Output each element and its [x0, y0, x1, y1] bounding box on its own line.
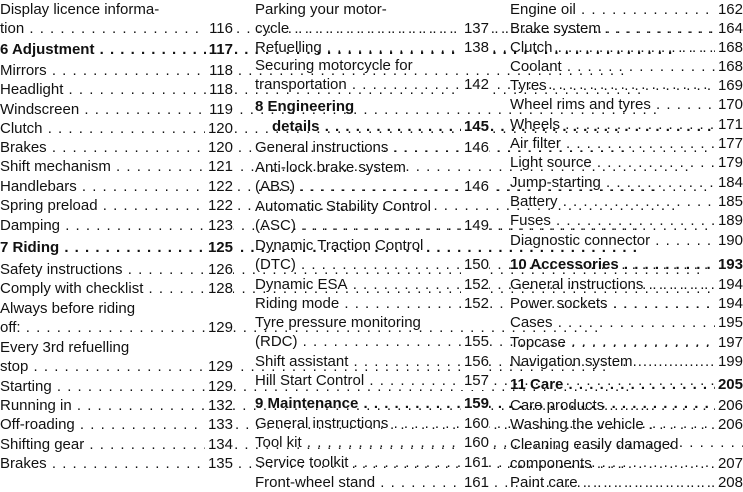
- toc-entry-title: Parking your motor-: [255, 1, 387, 18]
- toc-entry-title: 8 Engineering: [255, 98, 355, 115]
- toc-page-number: 162: [715, 0, 743, 19]
- toc-page-number: 190: [715, 231, 743, 250]
- toc-entry: [255, 414, 489, 433]
- toc-entry-title: Shift assistant . . .: [255, 352, 743, 371]
- toc-entry-title: (DTC) . . .: [255, 255, 743, 274]
- toc-entry-title: cycle . . .: [255, 19, 743, 38]
- toc-page-number: 194: [715, 294, 743, 313]
- toc-entry-title: components . . .: [510, 454, 743, 473]
- toc-entry-title: (ASC) . . .: [255, 216, 743, 235]
- toc-section-entry: [255, 394, 489, 413]
- toc-entry-title: off: . . .: [0, 318, 599, 337]
- toc-entry: [510, 153, 743, 172]
- toc-entry-title: Tyres . . .: [510, 76, 743, 95]
- toc-entry: [255, 177, 489, 196]
- toc-entry-title: Mirrors . . .: [0, 61, 625, 80]
- toc-entry: [0, 318, 233, 337]
- toc-page-number: 146: [461, 138, 489, 157]
- toc-entry: [255, 0, 489, 19]
- toc-page-number: 207: [715, 454, 743, 473]
- toc-entry-title: 10 Accessories . . .: [510, 255, 743, 274]
- toc-entry-title: Tool kit . . .: [255, 433, 743, 452]
- toc-entry-title: Diagnostic connector . . .: [510, 231, 743, 250]
- toc-entry-title: Coolant . . .: [510, 57, 743, 76]
- toc-entry-title: transportation . . .: [255, 75, 743, 94]
- toc-entry-title: Always before riding: [0, 300, 136, 317]
- toc-entry-title: Battery . . .: [510, 192, 743, 211]
- toc-entry: [255, 19, 489, 38]
- toc-entry: [510, 454, 743, 473]
- toc-entry: [510, 19, 743, 38]
- toc-entry: [0, 100, 233, 119]
- toc-section-entry: [0, 238, 233, 257]
- toc-entry: [0, 138, 233, 157]
- toc-entry: [510, 313, 743, 332]
- toc-page-number: 170: [715, 95, 743, 114]
- toc-page-number: 160: [461, 414, 489, 433]
- toc-page-number: 118: [206, 61, 233, 80]
- toc-page-number: 171: [715, 115, 743, 134]
- toc-entry: [0, 0, 233, 19]
- toc-entry-title: Brakes . . .: [0, 138, 625, 157]
- toc-page-number: 135: [205, 454, 233, 473]
- toc-entry-title: Navigation system . . .: [510, 352, 743, 371]
- toc-entry: [255, 453, 489, 472]
- toc-entry: [510, 76, 743, 95]
- toc-page-number: 145: [461, 117, 489, 136]
- toc-entry: [255, 236, 489, 255]
- toc-page-number: 208: [715, 473, 743, 492]
- toc-entry-title: Securing motorcycle for: [255, 57, 413, 74]
- toc-page-number: 206: [715, 396, 743, 415]
- toc-entry-title: Care products . . .: [510, 396, 743, 415]
- toc-entry: [510, 294, 743, 313]
- toc-entry-title: tion . . .: [0, 19, 603, 38]
- toc-entry-title: Starting . . .: [0, 377, 630, 396]
- toc-page-number: 142: [461, 75, 489, 94]
- toc-page-number: 128: [205, 279, 233, 298]
- toc-entry-title: Brakes . . .: [0, 454, 625, 473]
- toc-page-number: 189: [715, 211, 743, 230]
- toc-entry: [0, 338, 233, 357]
- toc-page-number: 116: [206, 19, 233, 38]
- toc-entry: [255, 313, 489, 332]
- toc-page-number: 120: [205, 138, 233, 157]
- toc-page-number: 156: [461, 352, 489, 371]
- toc-entry-title: Topcase . . .: [510, 333, 743, 352]
- toc-entry-title: Service toolkit . . .: [255, 453, 743, 472]
- toc-section-entry: [0, 40, 233, 59]
- toc-entry-title: Clutch . . .: [0, 119, 621, 138]
- toc-entry: [255, 75, 489, 94]
- toc-entry-title: Comply with checklist . . .: [0, 279, 722, 298]
- toc-entry-title: Washing the vehicle . . .: [510, 415, 743, 434]
- toc-section-entry: [510, 375, 743, 394]
- toc-entry-title: Paint care . . .: [510, 473, 743, 492]
- toc-page-number: 123: [205, 216, 233, 235]
- toc-page-number: 120: [205, 119, 233, 138]
- toc-entry: [510, 415, 743, 434]
- toc-entry: [255, 138, 489, 157]
- toc-page-number: 119: [206, 100, 233, 119]
- toc-entry-title: Engine oil . . .: [510, 0, 743, 19]
- toc-entry: [0, 119, 233, 138]
- toc-page-number: 122: [205, 196, 233, 215]
- toc-entry-title: Riding mode . . .: [255, 294, 743, 313]
- toc-entry-title: 11 Care . . .: [510, 375, 743, 394]
- toc-page-number: 152: [461, 294, 489, 313]
- toc-entry: [510, 115, 743, 134]
- toc-entry-title: 7 Riding . . .: [0, 238, 638, 257]
- toc-entry-title: Dynamic Traction Control: [255, 237, 424, 254]
- toc-entry-title: (RDC) . . .: [255, 332, 743, 351]
- toc-entry-title: Wheel rims and tyres . . .: [510, 95, 743, 114]
- toc-entry: [510, 435, 743, 454]
- toc-page-number: 197: [715, 333, 743, 352]
- toc-entry: [510, 333, 743, 352]
- toc-section-entry: [255, 117, 489, 136]
- toc-entry-title: Display licence informa-: [0, 1, 160, 18]
- toc-entry: [255, 473, 489, 492]
- toc-entry-title: Every 3rd refuelling: [0, 339, 130, 356]
- toc-page-number: 184: [715, 173, 743, 192]
- toc-entry-title: details . . .: [255, 117, 743, 136]
- toc-entry: [255, 332, 489, 351]
- toc-entry: [255, 255, 489, 274]
- toc-entry: [510, 173, 743, 192]
- toc-entry: [0, 157, 233, 176]
- toc-entry: [255, 216, 489, 235]
- toc-page-number: 159: [461, 394, 489, 413]
- toc-entry: [0, 19, 233, 38]
- toc-entry: [0, 80, 233, 99]
- toc-entry-title: Refuelling . . .: [255, 38, 743, 57]
- toc-entry-title: Running in . . .: [0, 396, 650, 415]
- toc-entry-title: Power sockets . . .: [510, 294, 743, 313]
- toc-page-number: 169: [715, 76, 743, 95]
- toc-page-number: 149: [461, 216, 489, 235]
- toc-entry: [255, 433, 489, 452]
- toc-page-number: 117: [206, 40, 233, 59]
- toc-page-number: 193: [715, 255, 743, 274]
- toc-entry: [0, 357, 233, 376]
- toc-entry: [0, 61, 233, 80]
- toc-entry: [255, 38, 489, 57]
- toc-entry-title: Tyre pressure monitoring: [255, 314, 421, 331]
- toc-page-number: 150: [461, 255, 489, 274]
- toc-entry-title: Jump-starting . . .: [510, 173, 743, 192]
- toc-entry: [0, 454, 233, 473]
- toc-entry-title: Shifting gear . . .: [0, 435, 663, 454]
- toc-page-number: 137: [461, 19, 489, 38]
- toc-entry: [510, 231, 743, 250]
- toc-entry-title: Windscreen . . .: [0, 100, 658, 119]
- toc-entry: [0, 415, 233, 434]
- toc-entry: [510, 0, 743, 19]
- toc-page-number: 177: [715, 134, 743, 153]
- toc-page-number: 129: [205, 357, 233, 376]
- toc-entry: [510, 211, 743, 230]
- toc-page-number: 138: [461, 38, 489, 57]
- toc-entry-title: Hill Start Control . . .: [255, 371, 743, 390]
- toc-entry: [510, 134, 743, 153]
- toc-entry-title: Spring preload . . .: [0, 196, 676, 215]
- toc-entry: [0, 216, 233, 235]
- toc-entry: [255, 371, 489, 390]
- toc-page-number: 161: [461, 473, 489, 492]
- toc-entry-title: Cleaning easily damaged: [510, 436, 679, 453]
- toc-entry-title: Wheels . . .: [510, 115, 743, 134]
- toc-entry: [0, 196, 233, 215]
- toc-entry: [0, 299, 233, 318]
- toc-entry-title: Dynamic ESA . . .: [255, 275, 743, 294]
- toc-page-number: 161: [461, 453, 489, 472]
- toc-entry: [255, 294, 489, 313]
- toc-section-entry: [510, 255, 743, 274]
- toc-page-number: 168: [715, 57, 743, 76]
- toc-page-number: 179: [715, 153, 743, 172]
- toc-page-number: 168: [715, 38, 743, 57]
- toc-page-number: 129: [205, 318, 233, 337]
- toc-page-number: 126: [205, 260, 233, 279]
- toc-page-number: 122: [205, 177, 233, 196]
- toc-page-number: 194: [715, 275, 743, 294]
- toc-entry: [0, 177, 233, 196]
- toc-entry-title: Headlight . . .: [0, 80, 642, 99]
- toc-entry-title: Front-wheel stand . . .: [255, 473, 743, 492]
- toc-page-number: 199: [715, 352, 743, 371]
- toc-page-number: 121: [205, 157, 233, 176]
- toc-entry-title: Handlebars . . .: [0, 177, 655, 196]
- toc-page-number: 195: [715, 313, 743, 332]
- toc-page-number: 125: [205, 238, 233, 257]
- toc-entry-title: 9 Maintenance . . .: [255, 394, 743, 413]
- toc-entry: [510, 38, 743, 57]
- toc-entry-title: Fuses . . .: [510, 211, 743, 230]
- toc-entry: [255, 275, 489, 294]
- toc-entry-title: General instructions . . .: [255, 414, 743, 433]
- toc-page-number: 132: [205, 396, 233, 415]
- toc-page-number: 129: [205, 377, 233, 396]
- toc-entry-title: Cases . . .: [510, 313, 743, 332]
- toc-entry-title: Air filter . . .: [510, 134, 743, 153]
- toc-page-number: 155: [461, 332, 489, 351]
- toc-page-number: 157: [461, 371, 489, 390]
- toc-entry-title: stop . . .: [0, 357, 607, 376]
- toc-entry: [510, 95, 743, 114]
- toc-entry: [510, 352, 743, 371]
- toc-entry-title: Off-roading . . .: [0, 415, 654, 434]
- toc-entry-title: Brake system . . .: [510, 19, 743, 38]
- toc-page-number: 160: [461, 433, 489, 452]
- toc-entry: [0, 279, 233, 298]
- toc-entry: [510, 473, 743, 492]
- toc-page-number: 185: [715, 192, 743, 211]
- toc-entry: [510, 57, 743, 76]
- toc-entry: [0, 435, 233, 454]
- toc-page-number: 118: [206, 80, 233, 99]
- toc-section-entry: [255, 97, 489, 116]
- toc-entry: [255, 158, 489, 177]
- toc-entry-title: General instructions . . .: [510, 275, 743, 294]
- toc-page-number: 205: [715, 375, 743, 394]
- toc-entry: [510, 192, 743, 211]
- toc-entry-title: Clutch . . .: [510, 38, 743, 57]
- toc-entry-title: General instructions . . .: [255, 138, 743, 157]
- toc-entry-title: Light source . . .: [510, 153, 743, 172]
- toc-entry: [0, 396, 233, 415]
- toc-entry: [0, 377, 233, 396]
- toc-page-number: 146: [461, 177, 489, 196]
- toc-entry: [510, 275, 743, 294]
- toc-entry-title: Shift mechanism . . .: [0, 157, 690, 176]
- toc-page-number: 164: [715, 19, 743, 38]
- toc-entry: [255, 197, 489, 216]
- toc-entry: [255, 352, 489, 371]
- toc-entry-title: (ABS) . . .: [255, 177, 743, 196]
- toc-entry-title: Damping . . .: [0, 216, 639, 235]
- toc-entry-title: Safety instructions . . .: [0, 260, 701, 279]
- toc-entry: [0, 260, 233, 279]
- toc-entry: [255, 56, 489, 75]
- toc-page-number: 133: [205, 415, 233, 434]
- toc-entry-title: Anti-lock brake system: [255, 159, 406, 176]
- toc-entry-title: 6 Adjustment . . .: [0, 40, 673, 59]
- toc-entry-title: Automatic Stability Control: [255, 198, 431, 215]
- toc-page-number: 206: [715, 415, 743, 434]
- toc-entry: [510, 396, 743, 415]
- toc-page-number: 152: [461, 275, 489, 294]
- toc-page-number: 134: [205, 435, 233, 454]
